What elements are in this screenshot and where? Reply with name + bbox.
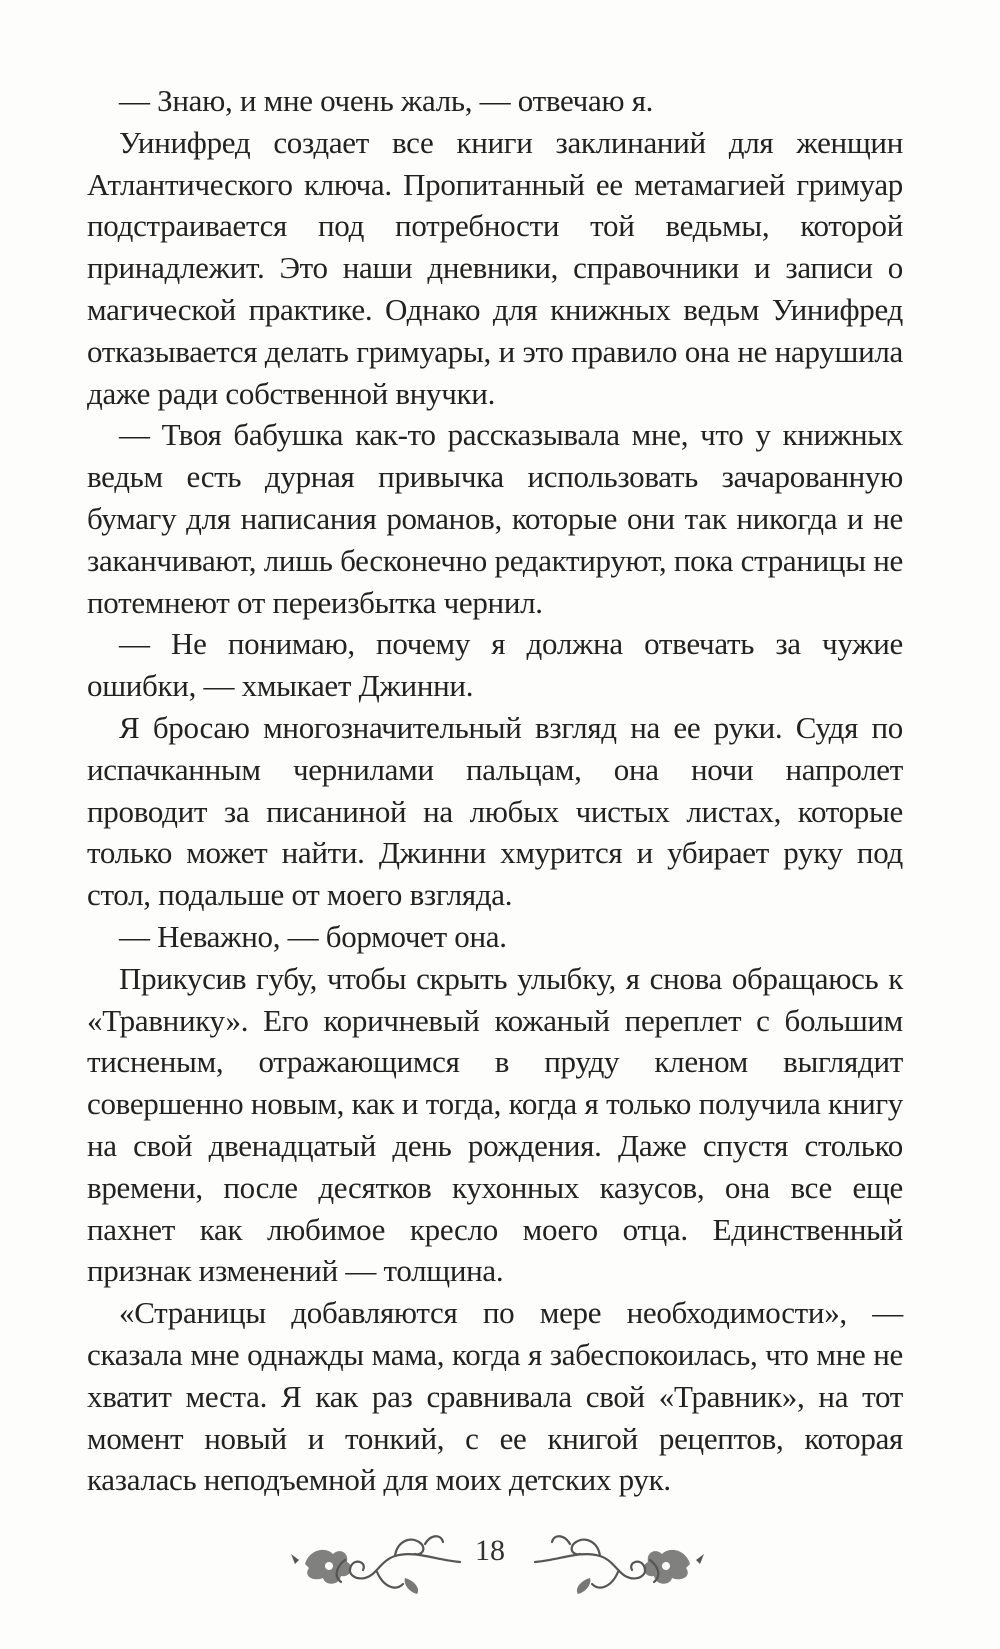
paragraph: — Не понимаю, почему я должна отвечать за чужие ошибки, — хмыкает Джинни. — [87, 626, 903, 704]
paragraph: — Неважно, — бормочет она. — [119, 918, 507, 954]
paragraph: Уинифред создает все книги заклинаний для женщин Атлантического ключа. Пропитанный ее метамагией гримуар подстраивается под потребности той ведьмы, которой принадлежит. Это наши дневники, справочники и записи о магической практике. Однако для книжных ведьм Уинифред отказывается делать гримуары, и это правило она не нарушила даже ради собственной внучки. — [87, 124, 903, 411]
paragraph: Я бросаю многозначительный взгляд на ее руки. Судя по испачканным чернилами пальцам, она ночи напролет проводит за писаниной на любых чистых листах, которые только может найти. Джинни хмурится и убирает руку под стол, подальше от моего взгляда. — [87, 709, 903, 913]
paragraph: Прикусив губу, чтобы скрыть улыбку, я снова обращаюсь к «Травнику». Его коричневый кожаный переплет с большим тисненым, отражающимся в пруду кленом выглядит совершенно новым, как и тогда, когда я только получила книгу на свой двенадцатый день рождения. Даже спустя столько времени, после десятков кухонных казусов, она все еще пахнет как любимое кресло моего отца. Единственный признак изменений — толщина. — [87, 960, 903, 1289]
floral-ornament-icon — [530, 1520, 710, 1600]
page-footer — [0, 1520, 1000, 1600]
paragraph: «Страницы добавляются по мере необходимости», — сказала мне однажды мама, когда я забеспокоилась, что мне не хватит места. Я как раз сравнивала свой «Травник», на тот момент новый и тонкий, с ее книгой рецептов, которая казалась неподъемной для моих детских рук. — [87, 1295, 903, 1498]
body-text — [87, 80, 903, 1501]
paragraph: — Твоя бабушка как-то рассказывала мне, что у книжных ведьм есть дурная привычка использовать зачарованную бумагу для написания романов, которые они так никогда и не заканчивают, лишь бесконечно редактируют, пока страницы не потемнеют от переизбытка чернил. — [87, 417, 903, 620]
page-number: 18 — [475, 1534, 505, 1567]
floral-ornament-icon — [285, 1520, 465, 1600]
paragraph: — Знаю, и мне очень жаль, — отвечаю я. — [119, 83, 654, 118]
